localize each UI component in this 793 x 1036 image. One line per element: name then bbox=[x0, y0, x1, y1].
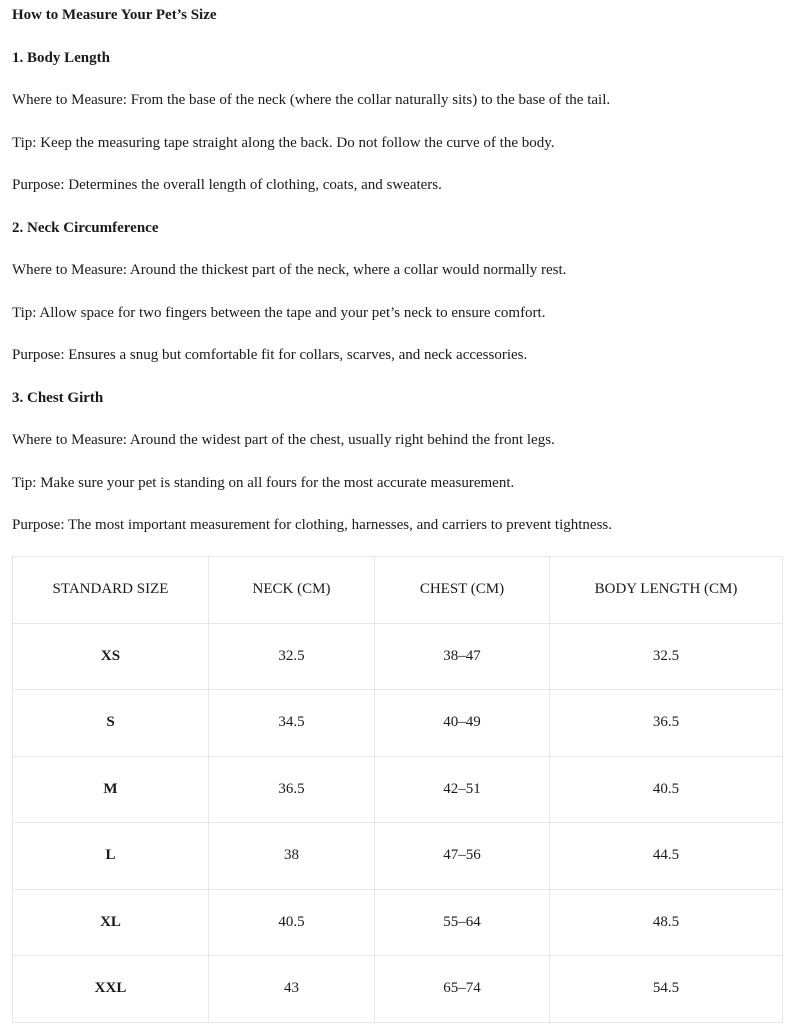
chest-cell: 38–47 bbox=[375, 623, 550, 690]
neck-cell: 43 bbox=[209, 956, 375, 1023]
size-chart-table bbox=[12, 556, 783, 1023]
size-cell: XXL bbox=[13, 956, 209, 1023]
body-length-tip: Tip: Keep the measuring tape straight along the back. Do not follow the curve of the body. bbox=[12, 135, 555, 151]
table-header-row bbox=[13, 557, 783, 624]
size-cell: S bbox=[13, 690, 209, 757]
neck-cell: 40.5 bbox=[209, 889, 375, 956]
chest-girth-purpose: Purpose: The most important measurement for clothing, harnesses, and carriers to prevent tightness. bbox=[12, 517, 612, 533]
neck-circumference-where: Where to Measure: Around the thickest part of the neck, where a collar would normally rest. bbox=[12, 262, 567, 278]
chest-girth-tip: Tip: Make sure your pet is standing on all fours for the most accurate measurement. bbox=[12, 475, 515, 491]
page-title: How to Measure Your Pet’s Size bbox=[12, 7, 217, 23]
table-row bbox=[13, 956, 783, 1023]
table-row bbox=[13, 889, 783, 956]
section-heading-chest-girth: 3. Chest Girth bbox=[12, 390, 104, 406]
neck-cell: 38 bbox=[209, 823, 375, 890]
body-length-cell: 54.5 bbox=[550, 956, 783, 1023]
neck-cell: 34.5 bbox=[209, 690, 375, 757]
table-row bbox=[13, 756, 783, 823]
header-neck: NECK (CM) bbox=[209, 557, 375, 624]
header-chest: CHEST (CM) bbox=[375, 557, 550, 624]
neck-circumference-tip: Tip: Allow space for two fingers between the tape and your pet’s neck to ensure comfort. bbox=[12, 305, 546, 321]
table-row bbox=[13, 823, 783, 890]
size-cell: XL bbox=[13, 889, 209, 956]
size-cell: M bbox=[13, 756, 209, 823]
table-row bbox=[13, 690, 783, 757]
chest-cell: 65–74 bbox=[375, 956, 550, 1023]
body-length-purpose: Purpose: Determines the overall length of clothing, coats, and sweaters. bbox=[12, 177, 442, 193]
body-length-cell: 32.5 bbox=[550, 623, 783, 690]
body-length-cell: 48.5 bbox=[550, 889, 783, 956]
chest-cell: 42–51 bbox=[375, 756, 550, 823]
size-cell: XS bbox=[13, 623, 209, 690]
table-row bbox=[13, 623, 783, 690]
section-heading-neck-circumference: 2. Neck Circumference bbox=[12, 220, 159, 236]
chest-cell: 55–64 bbox=[375, 889, 550, 956]
size-cell: L bbox=[13, 823, 209, 890]
neck-cell: 36.5 bbox=[209, 756, 375, 823]
header-standard-size: STANDARD SIZE bbox=[13, 557, 209, 624]
chest-cell: 40–49 bbox=[375, 690, 550, 757]
neck-circumference-purpose: Purpose: Ensures a snug but comfortable fit for collars, scarves, and neck accessories. bbox=[12, 347, 528, 363]
chest-cell: 47–56 bbox=[375, 823, 550, 890]
body-length-cell: 36.5 bbox=[550, 690, 783, 757]
header-body-length: BODY LENGTH (CM) bbox=[550, 557, 783, 624]
neck-cell: 32.5 bbox=[209, 623, 375, 690]
body-length-where: Where to Measure: From the base of the neck (where the collar naturally sits) to the base of the tail. bbox=[12, 92, 611, 108]
section-heading-body-length: 1. Body Length bbox=[12, 50, 110, 66]
chest-girth-where: Where to Measure: Around the widest part of the chest, usually right behind the front legs. bbox=[12, 432, 555, 448]
body-length-cell: 44.5 bbox=[550, 823, 783, 890]
body-length-cell: 40.5 bbox=[550, 756, 783, 823]
